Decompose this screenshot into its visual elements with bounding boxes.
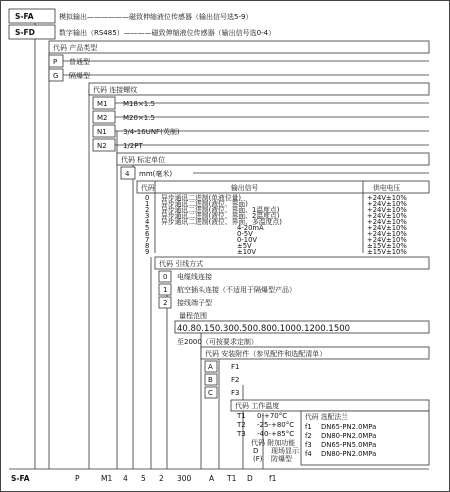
product-type-code-p: P: [53, 58, 58, 66]
thread-list: [93, 97, 429, 151]
output-row-supply: +24V±10%: [367, 206, 407, 214]
output-row-signal: 0-10V: [237, 236, 258, 244]
wiring-desc-1: 航空插头连接（不适用于隔爆型产品）: [177, 286, 296, 294]
thread-header-box: [89, 83, 429, 95]
output-row-supply: +24V±10%: [367, 200, 407, 208]
accessory-list: [205, 361, 239, 398]
product-type-header: 代码 产品类型: [53, 44, 98, 52]
thread-desc-n2: 1/2PT: [123, 142, 143, 150]
output-row-code: 0: [145, 194, 150, 202]
example-part: 300: [177, 474, 192, 483]
accessory-desc-b: F2: [231, 376, 240, 384]
accessory-code-a: A: [208, 363, 213, 371]
output-row-supply: +24V±10%: [367, 194, 407, 202]
example-part: S-FA: [11, 474, 30, 483]
unit-code: 4: [125, 170, 130, 178]
temp-code-t2: T2: [237, 421, 246, 429]
temperature-header: 代码 工作温度: [235, 402, 280, 410]
example-code-row: [11, 474, 277, 483]
example-part: 2: [159, 474, 164, 483]
output-row-signal: 异步通讯二进制(液位、界面、多温度点): [161, 218, 282, 226]
range-title: 量程范围: [179, 312, 207, 320]
example-part: f1: [269, 474, 277, 483]
range-extra: 至2000（可按要求定制）: [177, 338, 258, 346]
flange-code-f3: f3: [305, 441, 312, 449]
wiring-code-1: 1: [163, 286, 168, 294]
output-row-code: 1: [145, 200, 150, 208]
accessory-desc-c: F3: [231, 389, 240, 397]
flange-header: 代码 选配法兰: [305, 413, 348, 421]
flange-desc-f4: DN80-PN2.0MPa: [321, 450, 377, 458]
output-rows: [145, 193, 407, 256]
flange-desc-f1: DN65-PN2.0MPa: [321, 423, 377, 431]
output-row-code: 9: [145, 248, 150, 256]
thread-desc-m1: M18×1.5: [123, 100, 155, 108]
output-row-code: 8: [145, 242, 150, 250]
output-row-signal: 异步通讯二进制(液位、界面、2温度点): [161, 212, 280, 220]
output-row-signal: 异步通讯二进制(单液位量): [161, 194, 242, 202]
output-col-code: 代码: [141, 184, 155, 192]
example-part: D: [247, 474, 253, 483]
temp-desc-t2: -25-+80°C: [257, 421, 295, 429]
product-type-header-box: [49, 41, 429, 53]
extra-func-desc-d: 现场显示: [271, 447, 299, 455]
product-type-desc-p: 普通型: [69, 58, 90, 66]
output-table: [137, 181, 429, 256]
flange-code-f4: f4: [305, 450, 312, 458]
extra-func-desc-f: 防爆型: [271, 455, 292, 463]
thread-header: 代码 连接螺纹: [93, 86, 138, 94]
extra-func-code-f: (F): [253, 455, 263, 463]
extra-func-header: 代码 附加功能: [251, 439, 296, 447]
output-row-signal: ±5V: [237, 242, 252, 250]
thread-code-m1: M1: [97, 100, 108, 108]
output-row-code: 3: [145, 212, 150, 220]
wiring-list: [159, 271, 296, 308]
thread-desc-m2: M20×1.5: [123, 114, 155, 122]
flange-desc-f2: DN80-PN2.0MPa: [321, 432, 377, 440]
output-row-supply: +24V±10%: [367, 224, 407, 232]
product-type-desc-g: 隔爆型: [69, 72, 90, 80]
output-row-signal: 异步通讯二进制(液位、界面): [161, 200, 248, 208]
accessory-code-b: B: [208, 376, 213, 384]
example-part: M1: [101, 474, 113, 483]
model-analog-desc: 模拟输出——————磁致伸缩液位传感器（输出信号选5-9）: [59, 13, 253, 21]
temp-desc-t1: 0-+70°C: [257, 412, 288, 420]
ordering-code-diagram: [1, 1, 449, 491]
accessory-desc-a: F1: [231, 363, 240, 371]
output-row-signal: 0-5V: [237, 230, 253, 238]
wiring-code-2: 2: [163, 299, 168, 307]
wiring-desc-0: 电缆线连接: [177, 273, 212, 281]
wiring-desc-2: 接线端子型: [177, 299, 212, 307]
thread-code-n1: N1: [97, 128, 107, 136]
output-row-supply: +24V±10%: [367, 212, 407, 220]
output-row-supply: +24V±10%: [367, 230, 407, 238]
flange-list: [301, 411, 429, 465]
output-row-signal: 4-20mA: [237, 224, 264, 232]
thread-desc-n1: 3/4-16UNF(英制): [123, 128, 180, 136]
output-row-supply: +24V±10%: [367, 236, 407, 244]
unit-desc: mm(毫米): [139, 170, 173, 178]
output-row-signal: 异步通讯二进制(液位、界面、1温度点): [161, 206, 280, 214]
example-part: T1: [227, 474, 237, 483]
product-type-code-g: G: [53, 72, 59, 80]
thread-code-n2: N2: [97, 142, 107, 150]
output-col-signal: 输出信号: [231, 184, 259, 192]
model-analog-code: S-FA: [15, 12, 34, 21]
accessory-code-c: C: [208, 389, 213, 397]
output-col-supply: 供电电压: [373, 184, 401, 192]
accessory-header: 代码 安装附件（参见配件和选配清单）: [205, 350, 327, 358]
output-row-code: 7: [145, 236, 150, 244]
model-digital-code: S-FD: [15, 28, 35, 37]
example-part: P: [75, 474, 80, 483]
output-row-supply: ±15V±10%: [367, 248, 407, 256]
model-digital-desc: 数字输出（RS485）————磁致伸缩液位传感器（输出信号选0-4）: [59, 29, 276, 37]
output-row-code: 5: [145, 224, 150, 232]
example-part: 5: [141, 474, 146, 483]
example-part: 4: [123, 474, 128, 483]
temp-desc-t3: -40-+85°C: [257, 430, 295, 438]
output-row-supply: +24V±10%: [367, 218, 407, 226]
output-row-code: 6: [145, 230, 150, 238]
temp-code-t3: T3: [237, 430, 246, 438]
range-values: 40.80.150.300.500.800.1000.1200.1500: [177, 324, 351, 334]
output-row-signal: ±10V: [237, 248, 256, 256]
output-row-code: 2: [145, 206, 150, 214]
wiring-header: 代码 引线方式: [159, 260, 204, 268]
thread-code-m2: M2: [97, 114, 108, 122]
flange-code-f1: f1: [305, 423, 312, 431]
flange-desc-f3: DN65-PN5.0MPa: [321, 441, 377, 449]
unit-header: 代码 标定单位: [121, 156, 166, 164]
extra-func-code-d: D: [253, 447, 259, 455]
example-part: A: [209, 474, 215, 483]
flange-code-f2: f2: [305, 432, 312, 440]
wiring-code-0: 0: [163, 273, 168, 281]
output-row-code: 4: [145, 218, 150, 226]
output-row-supply: ±15V±10%: [367, 242, 407, 250]
temp-code-t1: T1: [237, 412, 246, 420]
